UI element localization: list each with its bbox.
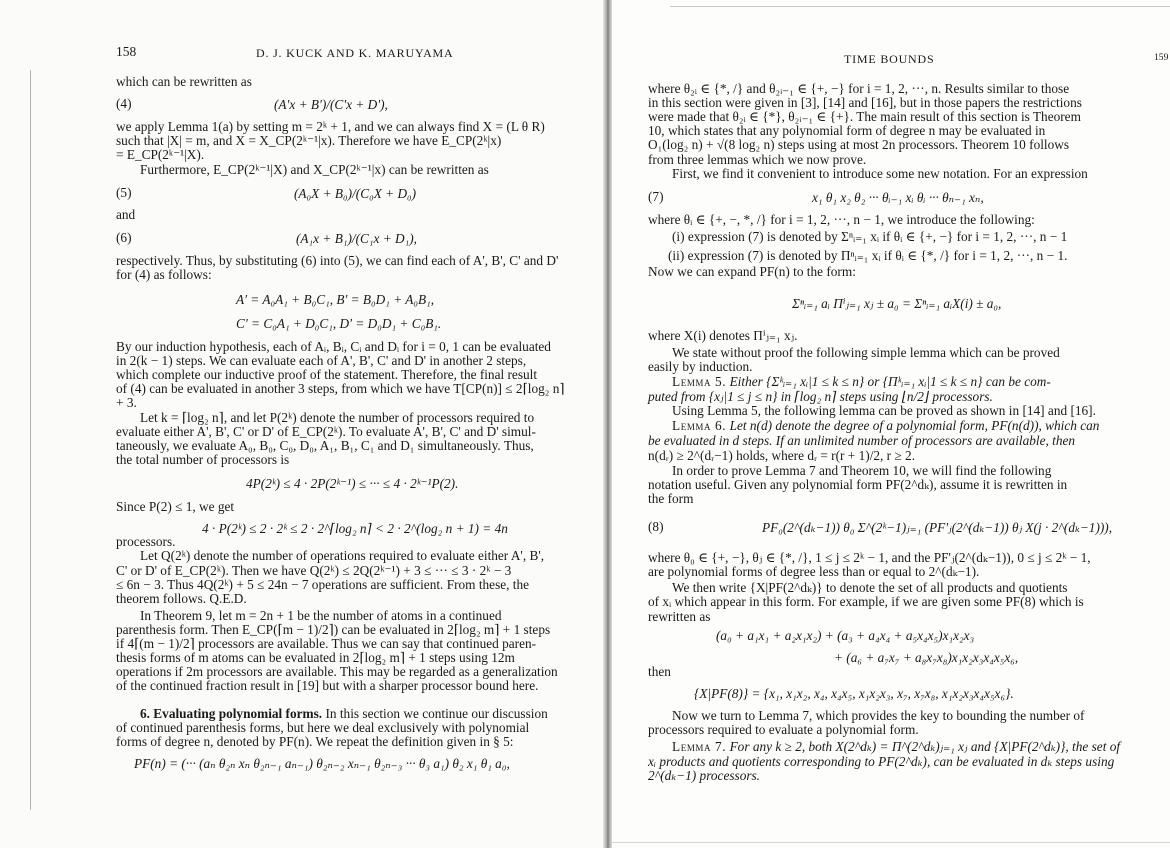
text-line: which complete our inductive proof of the statement. Therefore, the final result [116,367,538,382]
equation: A' = A₀A₁ + B₀C₁, B' = B₀D₁ + A₀B₁, [236,292,435,307]
text-line: be evaluated in d steps. If an unlimited number of processors are available, then [648,433,1076,448]
text-line: which can be rewritten as [116,74,252,89]
text-line: In order to prove Lemma 7 and Theorem 10, we will find the following [672,463,1052,478]
text-line: operations if 2m processors are available. This may be regarded as a generalization [116,664,558,679]
text-line: By our induction hypothesis, each of Aᵢ, Bᵢ, Cᵢ and Dᵢ for i = 0, 1 can be evaluated [116,339,551,354]
equation-number: (6) [116,230,132,245]
equation: {X|PF(8)} = {x₁, x₁x₂, x₄, x₄x₅, x₁x₂x₃, x₇, x₇x₈, x₁x₂x₃x₄x₅x₆}. [694,686,1014,701]
text-line: We then write {X|PF(2^dₖ)} to denote the set of all products and quotients [672,580,1068,595]
right-page [612,0,1170,848]
equation: (A₁x + B₁)/(C₁x + D₁), [296,231,417,246]
text-line: were made that θ₂ᵢ ∈ {*}, θ₂ᵢ₋₁ ∈ {+}. The main result of this section is Theorem [648,109,1081,124]
text-line: Now we turn to Lemma 7, which provides the key to bounding the number of [672,708,1085,723]
text-line: we apply Lemma 1(a) by setting m = 2ᵏ + 1, and we can always find X = (L θ R) [116,119,545,134]
equation: PF₀(2^(dₖ−1)) θ₀ Σ^(2ᵏ−1)ⱼ₌₁ (PF'ⱼ(2^(dₖ−1)) θⱼ X(j · 2^(dₖ−1))), [762,520,1113,535]
text-line: (ii) expression (7) is denoted by Πⁿᵢ₌₁ xᵢ if θᵢ ∈ {*, /} for i = 1, 2, ···, n − 1. [668,248,1068,263]
equation: + (a₆ + a₇x₇ + a₈x₇x₈)x₁x₂x₃x₄x₅x₆, [834,650,1019,665]
bottom-edge-line [612,842,1170,843]
text-line: Using Lemma 5, the following lemma can be proved as shown in [14] and [16]. [672,403,1096,418]
text-line: n(dᵣ) ≥ 2^(dᵣ−1) holds, where dᵣ = r(r + 1)/2, r ≥ 2. [648,448,916,463]
lemma-label: Lemma 5. [672,374,727,389]
equation-number: (7) [648,189,664,204]
text-line: Either {Σᵏᵢ₌₁ xᵢ|1 ≤ k ≤ n} or {Πᵏᵢ₌₁ xᵢ|1 ≤ k ≤ n} can be com- [729,374,1051,389]
text-line: We state without proof the following simple lemma which can be proved [672,345,1060,360]
text-line: Let Q(2ᵏ) denote the number of operations required to evaluate either A', B', [140,548,545,563]
text-line: taneously, we evaluate A₀, B₀, C₀, D₀, A₁, B₁, C₁ and D₁ simultaneously. Thus, [116,438,534,453]
text-line: For any k ≥ 2, both X(2^dₖ) = Π^(2^dₖ)ⱼ₌₁ xⱼ and {X|PF(2^dₖ)}, the set of [729,739,1121,754]
lemma-6 [672,418,1099,433]
text-line: ≤ 6n − 3. Thus 4Q(2ᵏ) + 5 ≤ 24n − 7 operations are sufficient. From these, the [116,577,530,592]
text-line: in this section were given in [3], [14] and [16], but in those papers the restrictions [648,95,1082,110]
text-line: then [648,664,671,679]
text-line: In Theorem 9, let m = 2n + 1 be the number of atoms in a continued [140,608,502,623]
text-line: where θ₀ ∈ {+, −}, θⱼ ∈ {*, /}, 1 ≤ j ≤ 2ᵏ − 1, and the PF'ⱼ(2^(dₖ−1)), 0 ≤ j ≤ 2ᵏ − 1, [648,550,1091,565]
text-line: Furthermore, E_CP(2ᵏ⁻¹|X) and X_CP(2ᵏ⁻¹|x) can be rewritten as [140,162,489,177]
equation: (a₀ + a₁x₁ + a₂x₁x₂) + (a₃ + a₄x₄ + a₅x₄x₅)x₁x₂x₃ [716,628,975,643]
top-edge-line [670,6,1170,7]
text-line: in 2(k − 1) steps. We can evaluate each of A', B', C' and D' in another 2 steps, [116,353,527,368]
equation: Σⁿᵢ₌₁ aᵢ Πⁱⱼ₌₁ xⱼ ± a₀ = Σⁿᵢ₌₁ aᵢX(i) ± a₀, [792,296,1002,311]
text-line: for (4) as follows: [116,267,212,282]
text-line: theorem follows. Q.E.D. [116,591,247,606]
text-line: of (4) can be evaluated in another 3 steps, from which we have T[CP(n)] ≤ 2⌈log₂ n⌉ [116,381,565,396]
text-line: First, we find it convenient to introduce some new notation. For an expression [672,166,1088,181]
text-line: where θᵢ ∈ {+, −, *, /} for i = 1, 2, ···, n − 1, we introduce the following: [648,212,1035,227]
equation: PF(n) = (··· (aₙ θ₂ₙ xₙ θ₂ₙ₋₁ aₙ₋₁) θ₂ₙ₋₂ xₙ₋₁ θ₂ₙ₋₃ ··· θ₃ a₁) θ₂ x₁ θ₁ a₀, [134,756,510,771]
text-line: Since P(2) ≤ 1, we get [116,499,235,514]
text-line: processors. [116,534,176,549]
text-line: the form [648,491,694,506]
text-line: thesis forms of m atoms can be evaluated in 2⌈log₂ m⌉ + 1 steps using 12m [116,650,515,665]
text-line: = E_CP(2ᵏ⁻¹|X). [116,147,205,162]
text-line: C' or D' of E_CP(2ᵏ). Then we have Q(2ᵏ) ≤ 2Q(2ᵏ⁻¹) + 3 ≤ ··· ≤ 3 · 2ᵏ − 3 [116,563,512,578]
text-line: if 4⌈(m − 1)/2⌉ processors are available. Thus we can say that continued paren- [116,636,537,651]
running-head: D. J. KUCK AND K. MARUYAMA [256,46,454,60]
text-line: where θ₂ᵢ ∈ {*, /} and θ₂ᵢ₋₁ ∈ {+, −} for i = 1, 2, ···, n. Results similar to those [648,81,1070,96]
text-line: processors required to evaluate a polynomial form. [648,722,919,737]
lemma-label: Lemma 6. [672,418,727,433]
lemma-7 [672,739,1120,754]
page-number: 159 [1154,52,1169,63]
text-line: 2^(dₖ−1) processors. [648,768,761,783]
text-line: Let n(d) denote the degree of a polynomial form, PF(n(d)), which can [729,418,1100,433]
text-line: respectively. Thus, by substituting (6) into (5), we can find each of A', B', C' and D' [116,253,559,268]
lemma-label: Lemma 7. [672,739,727,754]
text-line: where X(i) denotes Πⁱⱼ₌₁ xⱼ. [648,328,798,343]
text-line: forms of degree n, denoted by PF(n). We repeat the definition given in § 5: [116,734,514,749]
text-line: puted from {xⱼ|1 ≤ j ≤ n} in ⌈log₂ n⌉ steps using ⌊n/2⌋ processors. [648,389,993,404]
text-line: easily by induction. [648,359,753,374]
text-line: xᵢ products and quotients corresponding to PF(2^dₖ), can be evaluated in dₖ steps using [648,754,1115,769]
lemma-5 [672,374,1051,389]
equation: 4 · P(2ᵏ) ≤ 2 · 2ᵏ ≤ 2 · 2^⌈log₂ n⌉ < 2 · 2^(log₂ n + 1) = 4n [202,521,508,536]
text-line: 10, which states that any polynomial form of degree n may be evaluated in [648,123,1046,138]
running-head: TIME BOUNDS [844,52,935,66]
equation: (A'x + B')/(C'x + D'), [274,97,388,112]
text-line: the total number of processors is [116,452,290,467]
text-line: of the continued fraction result in [19] but with a sharper processor bound here. [116,678,539,693]
equation-number: (8) [648,519,664,534]
text-line: (i) expression (7) is denoted by Σⁿᵢ₌₁ xᵢ if θᵢ ∈ {+, −} for i = 1, 2, ···, n − 1 [672,229,1068,244]
text-line: Let k = ⌈log₂ n⌉, and let P(2ᵏ) denote the number of processors required to [140,410,535,425]
text-line: are polynomial forms of degree less than or equal to 2^(dₖ−1). [648,564,980,579]
equation: (A₀X + B₀)/(C₀X + D₀) [294,186,417,201]
text-line: Now we can expand PF(n) to the form: [648,264,856,279]
equation-number: (5) [116,185,132,200]
equation: x₁ θ₁ x₂ θ₂ ··· θᵢ₋₁ xᵢ θᵢ ··· θₙ₋₁ xₙ, [812,190,984,205]
text-line: evaluate either A', B', C' or D' of E_CP(2ᵏ). To evaluate A', B', C' and D' simul- [116,424,536,439]
section-heading: 6. Evaluating polynomial forms. [140,706,323,721]
text-line: In this section we continue our discussion [325,706,548,721]
text-line: of continued parenthesis forms, but here we deal exclusively with polynomial [116,720,530,735]
text-line: O₁(log₂ n) + √(8 log₂ n) steps using at most 2n processors. Theorem 10 follows [648,137,1070,152]
text-line: from three lemmas which we now prove. [648,152,867,167]
section-paragraph [140,706,548,721]
page-number: 158 [116,44,137,59]
text-line: notation useful. Given any polynomial form PF(2^dₖ), assume it is rewritten in [648,477,1068,492]
text-line: such that |X| = m, and X = X_CP(2ᵏ⁻¹|x). Therefore we have E_CP(2ᵏ|x) [116,133,502,148]
text-line: and [116,207,136,222]
text-line: parenthesis form. Then E_CP(⌈m − 1)/2⌉) can be evaluated in 2⌈log₂ m⌉ + 1 steps [116,622,551,637]
text-line: + 3. [116,395,137,410]
equation: 4P(2ᵏ) ≤ 4 · 2P(2ᵏ⁻¹) ≤ ··· ≤ 4 · 2ᵏ⁻¹P(2). [246,476,459,491]
text-line: of xᵢ which appear in this form. For example, if we are given some PF(8) which is [648,594,1084,609]
page-edge-shadow [30,70,31,810]
equation-number: (4) [116,96,132,111]
equation: C' = C₀A₁ + D₀C₁, D' = D₀D₁ + C₀B₁. [236,316,442,331]
text-line: rewritten as [648,609,711,624]
